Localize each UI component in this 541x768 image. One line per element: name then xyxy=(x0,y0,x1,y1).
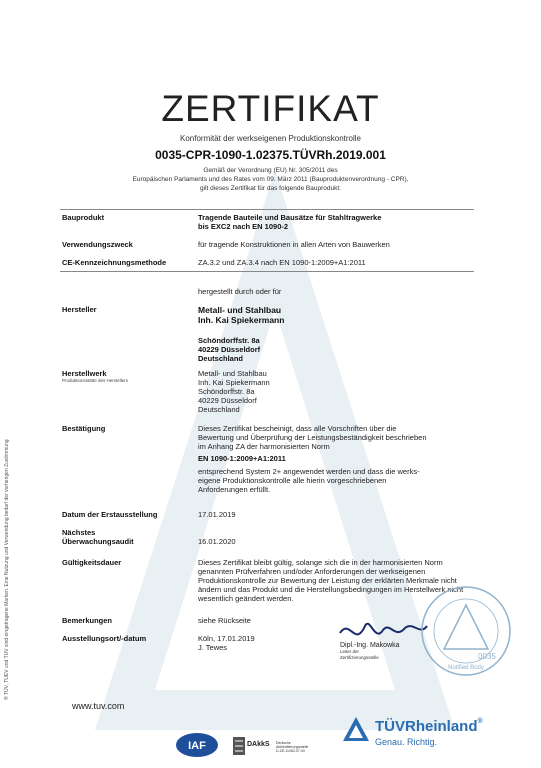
value-ueberwachung: 16.01.2020 xyxy=(198,537,236,546)
label-gueltigkeit: Gültigkeitsdauer xyxy=(62,558,122,567)
footer-url[interactable]: www.tuv.com xyxy=(72,701,125,711)
label-bestaetigung: Bestätigung xyxy=(62,424,106,433)
value-bestaetigung-norm: EN 1090-1:2009+A1:2011 xyxy=(198,454,286,463)
tuv-brand-name: TÜVRheinland xyxy=(375,718,478,735)
label-herstellwerk xyxy=(62,369,128,384)
divider xyxy=(60,209,474,210)
value-bestaetigung-text1: Dieses Zertifikat bescheinigt, dass alle Vorschriften über die Bewertung und Überprüfung der Leistungsbeständigkeit beschrieben im Anhang ZA der harmonisierten Norm xyxy=(198,424,427,451)
tuv-slogan: Genau. Richtig. xyxy=(375,737,438,747)
label-bauprodukt: Bauprodukt xyxy=(62,213,105,222)
iaf-logo xyxy=(175,732,219,758)
dakks-subtext: Deutsche Akkreditierungsstelle D-ZE-11052-07-00 xyxy=(276,741,309,754)
value-gueltigkeit: Dieses Zertifikat bleibt gültig, solange sich die in der harmonisierten Norm genannten Prüfverfahren und/oder Anforderungen der werkseigenen Produktionskontrolle zur Bewertung der Leistung der erklärten Merkmale nicht ändern und das Produkt und die Herstellungsbedingungen im Herstellwerk nicht wesentlich geändert werden. xyxy=(198,558,464,603)
value-herstellwerk: Metall- und Stahlbau Inh. Kai Spiekermann Schöndorffstr. 8a 40229 Düsseldorf Deutschland xyxy=(198,369,270,414)
value-hersteller-name: Metall- und Stahlbau Inh. Kai Spiekermann xyxy=(198,305,285,325)
notified-body-stamp xyxy=(420,585,512,677)
trademark-sidenote: ® TÜV, TUEV und TUV sind eingetragene Marken. Eine Nutzung und Verwendung bedarf der vorherigen Zustimmung xyxy=(4,439,10,700)
dakks-logo-text: DAkkS xyxy=(247,741,270,748)
label-hersteller: Hersteller xyxy=(62,305,97,314)
value-bestaetigung-text2: entsprechend System 2+ angewendet werden und dass die werks- eigene Produktionskontrolle alle hierin vorgeschriebenen Anforderungen erfüllt. xyxy=(198,467,420,494)
value-hergestellt: hergestellt durch oder für xyxy=(198,287,282,296)
signature-role: Leiter der Zertifizierungsstelle xyxy=(340,649,379,660)
value-bemerkungen: siehe Rückseite xyxy=(198,616,251,625)
signature-scribble xyxy=(335,618,430,638)
tuv-triangle-logo xyxy=(342,716,370,742)
label-verwendungszweck: Verwendungszweck xyxy=(62,240,133,249)
regulation-intro: Gemäß der Verordnung (EU) Nr. 305/2011 des Europäischen Parlaments und des Rates vom 09. März 2011 (Bauproduktenverordnung - CPR), gilt dieses Zertifikat für das folgende Bauprodukt: xyxy=(132,167,409,192)
tuv-brand-reg: ® xyxy=(477,718,483,725)
certificate-number: 0035-CPR-1090-1.02375.TÜVRh.2019.001 xyxy=(155,148,386,162)
tuv-brand xyxy=(375,718,483,735)
value-erstausstellung: 17.01.2019 xyxy=(198,510,236,519)
value-ausstellung: Köln, 17.01.2019 J. Tewes xyxy=(198,634,255,652)
label-ausstellung: Ausstellungsort/-datum xyxy=(62,634,147,643)
value-bauprodukt: Tragende Bauteile und Bausätze für Stahltragwerke bis EXC2 nach EN 1090-2 xyxy=(198,213,382,231)
value-hersteller-address: Schöndorffstr. 8a 40229 Düsseldorf Deutschland xyxy=(198,336,261,363)
label-ce-methode: CE-Kennzeichnungsmethode xyxy=(62,258,167,267)
label-erstausstellung: Datum der Erstausstellung xyxy=(62,510,158,519)
label-herstellwerk-sub: Produktionsstätte des Herstellers xyxy=(62,378,129,383)
label-ueberwachung: Nächstes Überwachungsaudit xyxy=(62,528,134,546)
value-ce-methode: ZA.3.2 und ZA.3.4 nach EN 1090-1:2009+A1:2011 xyxy=(198,258,366,267)
stamp-text: Notified Body xyxy=(448,665,484,671)
iaf-logo-text: IAF xyxy=(188,740,206,752)
label-bemerkungen: Bemerkungen xyxy=(62,616,113,625)
stamp-number: 0035 xyxy=(478,652,496,661)
certificate-title: ZERTIFIKAT xyxy=(161,88,380,129)
divider xyxy=(60,271,474,272)
dakks-logo xyxy=(231,735,275,757)
signature-name: Dipl.-Ing. Makowka xyxy=(340,642,400,649)
label-herstellwerk-text: Herstellwerk xyxy=(62,369,107,378)
value-verwendungszweck: für tragende Konstruktionen in allen Arten von Bauwerken xyxy=(198,240,390,249)
certificate-subtitle: Konformität der werkseigenen Produktionskontrolle xyxy=(180,134,361,143)
